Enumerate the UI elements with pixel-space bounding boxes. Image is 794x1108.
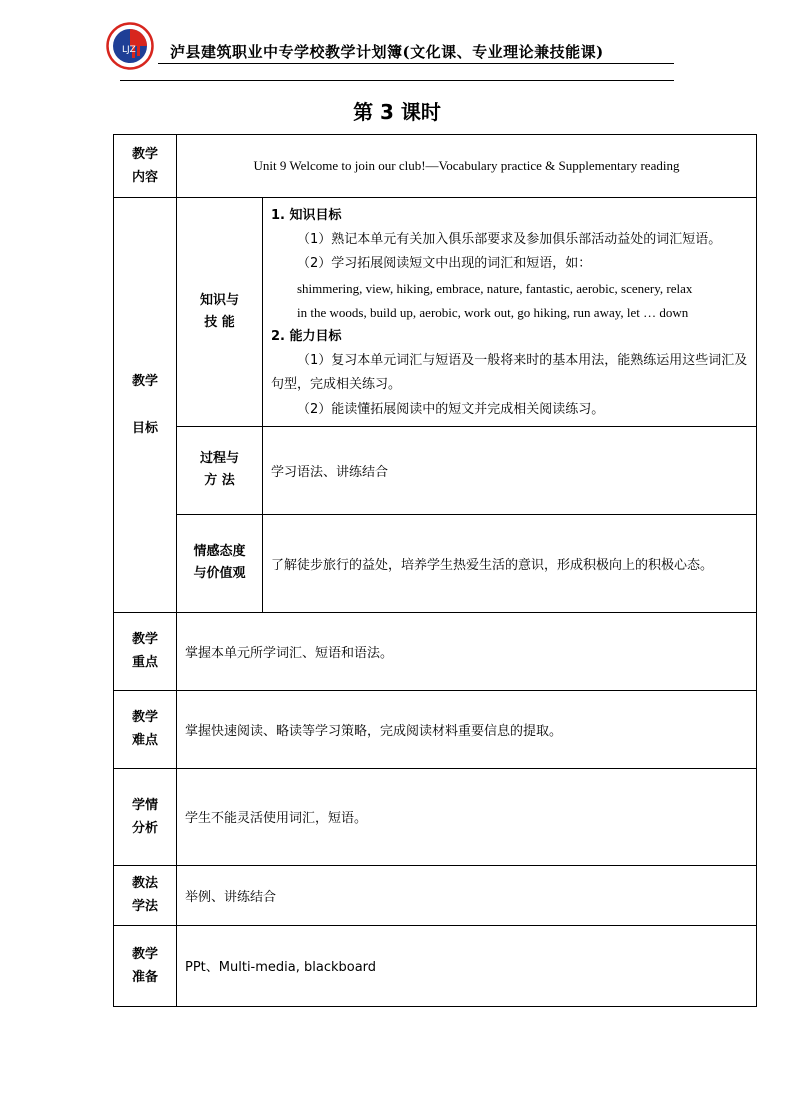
svg-text:LJZ: LJZ <box>122 45 136 55</box>
page-title: 第 3 课时 <box>353 100 441 124</box>
header-rule-lower <box>120 80 674 81</box>
header-rule <box>158 63 674 64</box>
key-points-label: 教学 重点 <box>114 612 177 690</box>
row-methods <box>114 865 757 925</box>
row-difficulties <box>114 690 757 768</box>
knowledge-label: 知识与 技 能 <box>177 198 263 427</box>
content-label: 教学 内容 <box>114 135 177 198</box>
row-analysis <box>114 768 757 865</box>
row-content <box>114 135 757 198</box>
knowledge-content: 1. 知识目标 （1）熟记本单元有关加入俱乐部要求及参加俱乐部活动益处的词汇短语。 （2）学习拓展阅读短文中出现的词汇和短语，如： shimmering, view, hiking, embrace, nature, fantastic, aerobic, scenery, relax in the woods, build up, aerobic, work out, go hiking, run away, let … down 2. 能力目标 （1）复习本单元词汇与短语及一般将来时的基本用法，能熟练运用这些词汇及句型，完成相关练习。 （2）能读懂拓展阅读中的短文并完成相关阅读练习。 <box>263 198 757 427</box>
content-value: Unit 9 Welcome to join our club!—Vocabulary practice & Supplementary reading <box>177 135 757 198</box>
preparation-value: PPt、Multi-media, blackboard <box>177 925 757 1006</box>
row-preparation <box>114 925 757 1006</box>
school-logo-icon <box>106 22 154 70</box>
difficulties-value: 掌握快速阅读、略读等学习策略，完成阅读材料重要信息的提取。 <box>177 690 757 768</box>
lesson-plan-table <box>113 134 757 1007</box>
emotion-value: 了解徒步旅行的益处，培养学生热爱生活的意识，形成积极向上的积极心态。 <box>263 514 757 612</box>
row-process <box>114 426 757 514</box>
row-key-points <box>114 612 757 690</box>
row-emotion <box>114 514 757 612</box>
methods-value: 举例、讲练结合 <box>177 865 757 925</box>
row-knowledge <box>114 198 757 427</box>
preparation-label: 教学 准备 <box>114 925 177 1006</box>
process-label: 过程与 方 法 <box>177 426 263 514</box>
methods-label: 教法 学法 <box>114 865 177 925</box>
analysis-label: 学情 分析 <box>114 768 177 865</box>
difficulties-label: 教学 难点 <box>114 690 177 768</box>
analysis-value: 学生不能灵活使用词汇，短语。 <box>177 768 757 865</box>
school-name: 泸县建筑职业中专学校教学计划簿(文化课、专业理论兼技能课) <box>170 43 604 61</box>
objectives-label: 教学 目标 <box>114 198 177 613</box>
key-points-value: 掌握本单元所学词汇、短语和语法。 <box>177 612 757 690</box>
emotion-label: 情感态度 与价值观 <box>177 514 263 612</box>
process-value: 学习语法、讲练结合 <box>263 426 757 514</box>
